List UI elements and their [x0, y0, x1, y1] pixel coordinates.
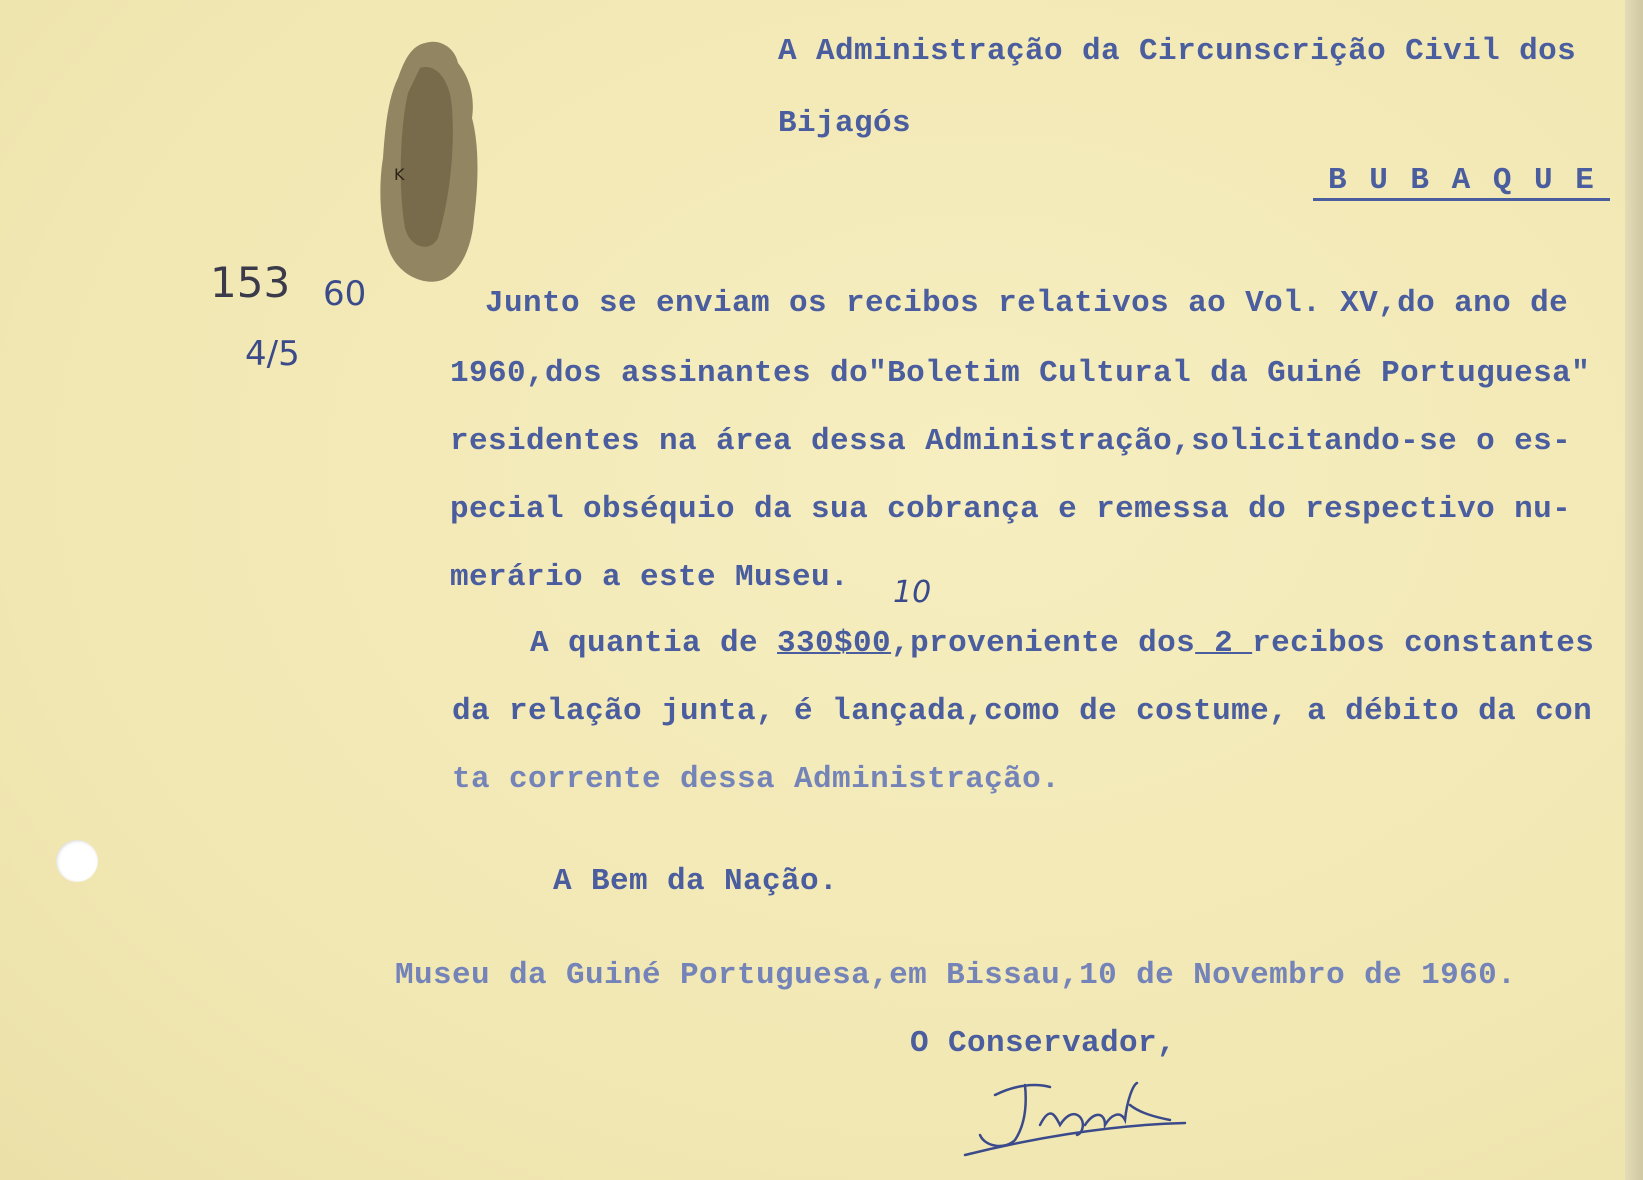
paragraph-1-line-2: 1960,dos assinantes do"Boletim Cultural da Guiné Portuguesa": [450, 356, 1591, 391]
paragraph-1-line-4: pecial obséquio da sua cobrança e remessa do respectivo nu-: [450, 492, 1572, 527]
reference-sub: 4/5: [245, 334, 300, 374]
paper-stain: [380, 38, 490, 288]
place-underline: [1313, 198, 1610, 201]
signature: [955, 1055, 1195, 1165]
paragraph-2-line-1: [530, 628, 1594, 659]
amount-prefix: A quantia de: [530, 626, 778, 661]
signatory-role: O Conservador,: [910, 1026, 1177, 1061]
punch-hole: [56, 840, 98, 882]
paragraph-2-line-3: ta corrente dessa Administração.: [452, 762, 1061, 797]
amount-suffix: recibos constantes: [1252, 626, 1595, 661]
amount-annotation: 10: [893, 575, 932, 610]
reference-number: 153: [210, 258, 291, 307]
paragraph-1-line-3: residentes na área dessa Administração,solicitando-se o es-: [450, 424, 1572, 459]
paragraph-1-line-5: merário a este Museu.: [450, 560, 850, 595]
svg-text:K: K: [394, 165, 405, 184]
receipt-count: 2: [1195, 626, 1253, 661]
amount-value: 330$00: [777, 626, 892, 661]
reference-year: 60: [323, 274, 367, 314]
place-date-line: Museu da Guiné Portuguesa,em Bissau,10 de Novembro de 1960.: [395, 958, 1517, 993]
addressee-place: B U B A Q U E: [1328, 163, 1596, 198]
closing-salutation: A Bem da Nação.: [553, 864, 839, 899]
addressee-line-2: Bijagós: [778, 106, 912, 141]
paragraph-1-line-1: Junto se enviam os recibos relativos ao Vol. XV,do ano de: [485, 286, 1569, 321]
paragraph-2-line-2: da relação junta, é lançada,como de costume, a débito da con: [452, 694, 1593, 729]
addressee-line-1: A Administração da Circunscrição Civil dos: [778, 34, 1577, 69]
page-edge: [1625, 0, 1643, 1180]
amount-mid: ,proveniente dos: [891, 626, 1196, 661]
